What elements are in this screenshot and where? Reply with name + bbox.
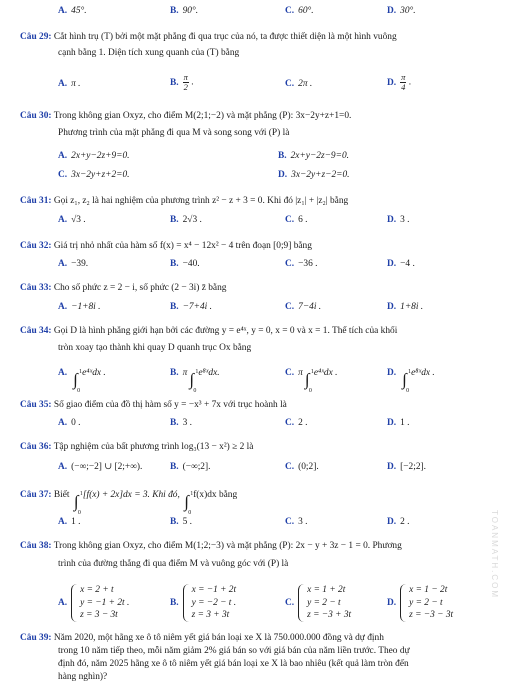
q29-option-c[interactable]: C. 2π .: [285, 79, 313, 89]
q34-option-d[interactable]: D. ∫ 1 0 e⁸ˣdx .: [387, 368, 435, 394]
q38-option-a[interactable]: A. x = 2 + t y = −1 + 2t . z = 3 − 3t: [58, 585, 130, 621]
q35-option-b[interactable]: B. 3 .: [170, 418, 192, 428]
q34-stem: Câu 34: Gọi D là hình phẳng giới hạn bởi các đường y = e⁴ˣ, y = 0, x = 0 và x = 1. Thể tích của khối: [20, 326, 398, 336]
q30-option-d[interactable]: D. 3x−2y+z−2=0.: [278, 170, 350, 180]
q34-option-a[interactable]: A. ∫ 1 0 e⁴ˣdx .: [58, 368, 106, 394]
q36-option-b[interactable]: B. (−∞;2].: [170, 462, 211, 472]
q36-option-a[interactable]: A. (−∞;−2] ∪ [2;+∞).: [58, 462, 143, 472]
q36-option-d[interactable]: D. [−2;2].: [387, 462, 426, 472]
equation-system: x = −1 + 2t y = −2 − t . z = 3 + 3t: [183, 584, 237, 622]
q35-stem: Câu 35: Số giao điểm của đồ thị hàm số y = −x³ + 7x với trục hoành là: [20, 400, 287, 410]
q34-option-b[interactable]: B. π ∫ 1 0 e⁸ˣdx.: [170, 368, 220, 394]
q30-stem-cont: Phương trình của mặt phẳng đi qua M và song song với (P) là: [58, 128, 290, 138]
q36-option-c[interactable]: C. (0;2].: [285, 462, 319, 472]
q32-option-d[interactable]: D. −4 .: [387, 259, 415, 269]
q39-stem-cont-2: định đó, năm 2025 hãng xe ô tô niêm yết giá bán loại xe X là bao nhiêu (kết quả làm tròn đến: [58, 659, 409, 669]
q31-option-c[interactable]: C. 6 .: [285, 215, 308, 225]
q29-b-fraction: $\frac{\pi}{2}$: [183, 72, 188, 92]
watermark: TOANMATH.COM: [490, 510, 499, 600]
q38-option-b[interactable]: B. x = −1 + 2t y = −2 − t . z = 3 + 3t: [170, 585, 237, 621]
q32-option-b[interactable]: B. −40.: [170, 259, 200, 269]
q28-option-c[interactable]: C. 60°.: [285, 6, 314, 16]
q33-option-d[interactable]: D. 1+8i .: [387, 302, 424, 312]
q35-option-c[interactable]: C. 2 .: [285, 418, 308, 428]
q32-option-c[interactable]: C. −36 .: [285, 259, 318, 269]
q35-option-a[interactable]: A. 0 .: [58, 418, 81, 428]
q35-option-d[interactable]: D. 1 .: [387, 418, 410, 428]
q38-option-d[interactable]: D. x = 1 − 2t y = 2 − t z = −3 − 3t: [387, 585, 454, 621]
q38-option-c[interactable]: C. x = 1 + 2t y = 2 − t z = −3 + 3t: [285, 585, 352, 621]
q32-option-a[interactable]: A. −39.: [58, 259, 89, 269]
q28-option-a[interactable]: A. 45°.: [58, 6, 87, 16]
equation-system: x = 2 + t y = −1 + 2t . z = 3 − 3t: [71, 584, 129, 622]
q30-option-c[interactable]: C. 3x−2y+z+2=0.: [58, 170, 130, 180]
q31-option-d[interactable]: D. 3 .: [387, 215, 410, 225]
q29-stem-cont: cạnh bằng 1. Diện tích xung quanh của (T) bằng: [58, 48, 240, 58]
q33-option-b[interactable]: B. −7+4i .: [170, 302, 212, 312]
q33-option-a[interactable]: A. −1+8i .: [58, 302, 101, 312]
q37-option-a[interactable]: A. 1 .: [58, 517, 81, 527]
q30-option-a[interactable]: A. 2x+y−2z+9=0.: [58, 151, 130, 161]
q30-stem: Câu 30: Trong không gian Oxyz, cho điểm M(2;1;−2) và mặt phẳng (P): 3x−2y+z+1=0.: [20, 111, 352, 121]
q30-option-b[interactable]: B. 2x+y−2z−9=0.: [278, 151, 349, 161]
q37-option-d[interactable]: D. 2 .: [387, 517, 410, 527]
q39-stem: Câu 39: Năm 2020, một hãng xe ô tô niêm yết giá bán loại xe X là 750.000.000 đồng và dự định: [20, 633, 384, 643]
q28-option-d[interactable]: D. 30°.: [387, 6, 416, 16]
q31-option-a[interactable]: A. √3 .: [58, 215, 86, 225]
q31-option-b[interactable]: B. 2√3 .: [170, 215, 202, 225]
q33-stem: Câu 33: Cho số phức z = 2 − i, số phức (2 − 3i) z̄ bằng: [20, 283, 227, 293]
q34-stem-cont: tròn xoay tạo thành khi quay D quanh trục Ox bằng: [58, 343, 252, 353]
equation-system: x = 1 + 2t y = 2 − t z = −3 + 3t: [298, 584, 351, 622]
q32-stem: Câu 32: Giá trị nhỏ nhất của hàm số f(x) = x⁴ − 12x² − 4 trên đoạn [0;9] bằng: [20, 241, 312, 251]
q38-stem-cont: trình của đường thẳng đi qua điểm M và vuông góc với (P) là: [58, 559, 289, 569]
q38-stem: Câu 38: Trong không gian Oxyz, cho điểm M(1;2;−3) và mặt phẳng (P): 2x − y + 3z − 1 = 0. Phương: [20, 541, 402, 551]
q39-stem-cont-3: hàng nghìn)?: [58, 672, 108, 682]
q29-option-a[interactable]: A. π .: [58, 79, 81, 89]
q34-option-c[interactable]: C. π ∫ 1 0 e⁴ˣdx .: [285, 368, 338, 394]
q31-stem: Câu 31: Gọi z₁, z₂ là hai nghiệm của phương trình z² − z + 3 = 0. Khi đó |z₁| + |z₂| bằng: [20, 196, 349, 206]
q29-d-fraction: $\frac{\pi}{4}$: [401, 72, 406, 92]
equation-system: x = 1 − 2t y = 2 − t z = −3 − 3t: [400, 584, 453, 622]
q33-option-c[interactable]: C. 7−4i .: [285, 302, 322, 312]
q36-stem: Câu 36: Tập nghiệm của bất phương trình log₃(13 − x²) ≥ 2 là: [20, 442, 254, 452]
q29-option-d[interactable]: D. $\frac{\pi}{4}$ .: [387, 72, 412, 92]
q37-option-c[interactable]: C. 3 .: [285, 517, 308, 527]
q28-option-b[interactable]: B. 90°.: [170, 6, 199, 16]
q37-option-b[interactable]: B. 5 .: [170, 517, 192, 527]
q29-option-b[interactable]: B. $\frac{\pi}{2}$ .: [170, 72, 194, 92]
q37-stem: Câu 37: Biết ∫ 1 0 [f(x) + 2x]dx = 3. Khi đó, ∫ 1 0 f(x)dx bằng: [20, 490, 238, 516]
q29-stem: Câu 29: Cắt hình trụ (T) bởi một mặt phẳng đi qua trục của nó, ta được thiết diện là một hình vuông: [20, 32, 397, 42]
q39-stem-cont-1: trong 10 năm tiếp theo, mỗi năm giảm 2% giá bán so với giá bán của năm liền trước. Theo dự: [58, 646, 410, 656]
